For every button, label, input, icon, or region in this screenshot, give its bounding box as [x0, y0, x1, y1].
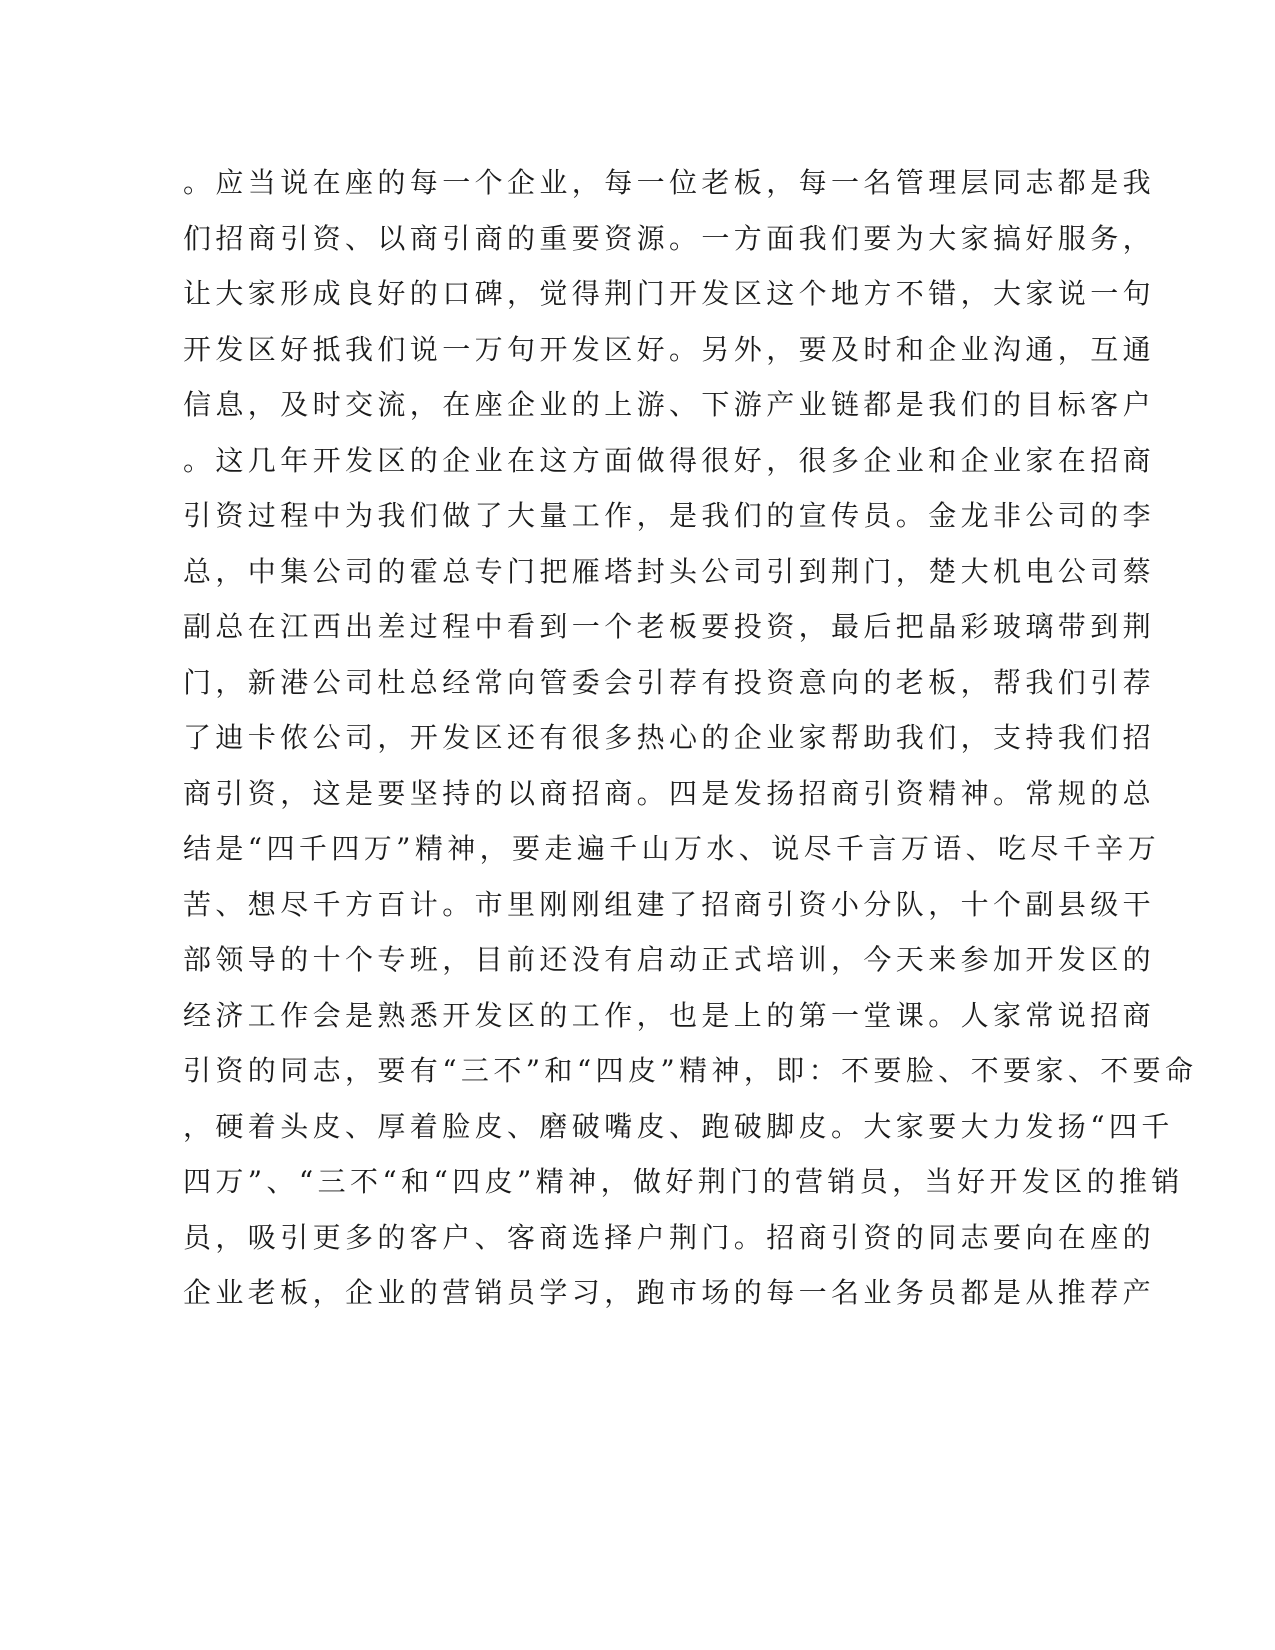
text-line: 企业老板，企业的营销员学习，跑市场的每一名业务员都是从推荐产 — [183, 1276, 1156, 1309]
text-line: 苦、想尽千方百计。市里刚刚组建了招商引资小分队，十个副县级干 — [183, 887, 1156, 921]
text-line: 商引资，这是要坚持的以商招商。四是发扬招商引资精神。常规的总 — [183, 776, 1156, 810]
text-line: 四万”、“三不“和“四皮”精神，做好荆门的营销员，当好开发区的推销 — [183, 1165, 1184, 1198]
text-line: ，硬着头皮、厚着脸皮、磨破嘴皮、跑破脚皮。大家要大力发扬“四千 — [183, 1109, 1174, 1143]
text-line: 副总在江西出差过程中看到一个老板要投资，最后把晶彩玻璃带到荆 — [183, 610, 1156, 643]
text-line: 员，吸引更多的客户、客商选择户荆门。招商引资的同志要向在座的 — [183, 1220, 1156, 1254]
text-line: 们招商引资、以商引商的重要资源。一方面我们要为大家搞好服务， — [183, 221, 1156, 255]
text-line: 结是“四千四万”精神，要走遍千山万水、说尽千言万语、吃尽千辛万 — [183, 832, 1161, 865]
text-line: 经济工作会是熟悉开发区的工作，也是上的第一堂课。人家常说招商 — [183, 998, 1156, 1032]
text-line: 开发区好抵我们说一万句开发区好。另外，要及时和企业沟通，互通 — [183, 332, 1156, 366]
text-line: 了迪卡侬公司，开发区还有很多热心的企业家帮助我们，支持我们招 — [183, 721, 1156, 754]
text-line: 引资的同志，要有“三不”和“四皮”精神，即：不要脸、不要家、不要命 — [183, 1054, 1198, 1087]
text-line: 。应当说在座的每一个企业，每一位老板，每一名管理层同志都是我 — [183, 166, 1156, 199]
text-line: 让大家形成良好的口碑，觉得荆门开发区这个地方不错，大家说一句 — [183, 277, 1156, 310]
body-paragraph — [183, 160, 1198, 1326]
text-line: 总，中集公司的霍总专门把雁塔封头公司引到荆门，楚大机电公司蔡 — [183, 554, 1156, 588]
text-line: 部领导的十个专班，目前还没有启动正式培训，今天来参加开发区的 — [183, 943, 1156, 976]
text-line: 。这几年开发区的企业在这方面做得很好，很多企业和企业家在招商 — [183, 443, 1156, 477]
text-line: 引资过程中为我们做了大量工作，是我们的宣传员。金龙非公司的李 — [183, 499, 1156, 532]
text-line: 信息，及时交流，在座企业的上游、下游产业链都是我们的目标客户 — [183, 388, 1156, 421]
text-line: 门，新港公司杜总经常向管委会引荐有投资意向的老板，帮我们引荐 — [183, 665, 1156, 699]
